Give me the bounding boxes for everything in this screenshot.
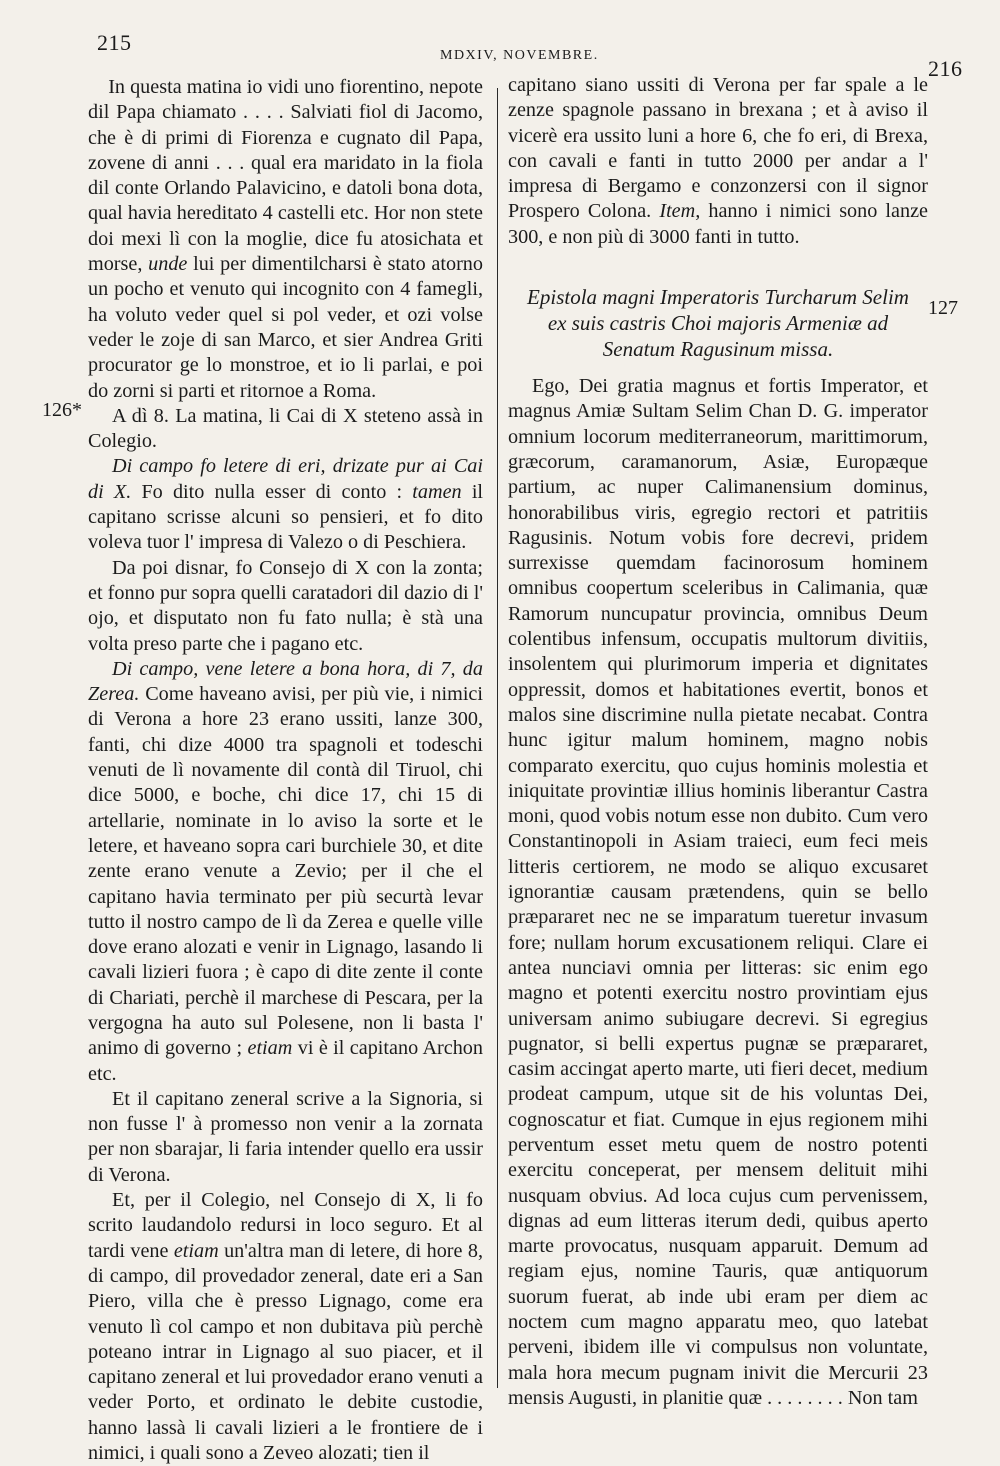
letter-text: Ego, Dei gratia magnus et fortis Imperator, et magnus Amiæ Sultam Selim Chan D. G. imperator omnium locorum mediterraneorum, marittimorum, græcorum, caramanorum, Asiæ, Europæque partium, ac nuper Calimanensium dominus, honorabilibus viris, egregio rectori et patritiis Ragusinis. Notum vobis fore decrevi, pridem surrexisse quemdam facinorosum hominem omnibus coopertum sceleribus in Calimania, quæ Ramorum nuncupatur provincia, omnibus Deum colentibus infensum, occupatis multorum divitiis, insolentem qui plurimorum imperia et dignitates oppressit, domos et habitationes evertit, bonos et malos sine discrimine nulla pietate necabat. Contra hunc igitur malum hominem, magno nobis comparato exercitu, quo cujus hominis molestia et iniquitate provintiæ illius hominis liberantur Castra moni, quod vobis notum esse non dubito. Cum vero Constantinopoli in Asiam traieci, eum feci meis litteris certiorem, ne modo se aliquo excusaret ignorantiæ causam prætendens, quin se bello præpararet nec ne se imparatum tueretur invasum fore; nullam horum excusationem reliqui. Clare ei antea nunciavi omnia per litteras: sic enim ego magno et potenti exercitu nostro provintiam ejus universam animo subiugare decrevi. Si egregius pugnator, si belli expertus pugnæ se præpararet, casim accingat aperto marte, uti fieri decet, medium prodeat campum, utque sit de his voluntas Dei, cognoscatur et fiat. Cumque in ejus regionem mihi perventum esset metu quem de nostro potenti exercitu conceperat, per mensem delituit mihi nusquam obvius. Ad loca cujus cum pervenissem, dignas ad eum litteras iterum dedi, quibus aperto marte provocatus, nusquam apparuit. Demum ad regiam ejus, nomine Tauris, quæ antiquorum suorum fuerat, ab inde ubi eram per diem ac noctem cum magno apparatu meo, quo latebat perveni, ibidem ille vi compulsus non voluntate, mala hora mecum pugnam inivit die Mercurii 23 mensis Augusti, in planitie quæ . . . . . . . . Non tam <box>508 375 928 1409</box>
margin-note-right: 127 <box>928 297 958 319</box>
right-page-number: 216 <box>928 56 963 81</box>
paragraph: capitano siano ussiti di Verona per far spale a le zenze spagnole passano in brexana ; et à aviso il vicerè era ussito luni a hore 6, che fo eri, di Brexa, con cavali e fanti in tutto 2000 per andar a l' impresa di Bergamo e conzonzersi con il signor Prospero Colona. Item, hanno i nimici sono lanze 300, e non più di 3000 fanti in tutto. <box>508 74 929 248</box>
left-page-number: 215 <box>97 30 132 55</box>
letter-title: Epistola magni Imperatoris Turcharum Selim ex suis castris Choi majoris Armeniæ ad Senatum Ragusinum missa. <box>527 285 909 362</box>
right-column <box>508 73 928 1411</box>
paragraph: Et il capitano zeneral scrive a la Signoria, si non fusse l' à promesso non venir a la zornata per non sbarajar, li faria intender quello era ussir di Verona. <box>88 1087 483 1186</box>
running-head: MDXIV, NOVEMBRE. <box>440 48 599 63</box>
left-column <box>88 75 483 1466</box>
paragraph: Da poi disnar, fo Consejo di X con la zonta; et fonno pur sopra quelli caratadori dil dazio di l' ojo, et disputato non fu fato nulla; è stà una volta preso parte che i pagano etc. <box>88 556 483 655</box>
column-divider <box>497 88 498 1388</box>
paragraph: In questa matina io vidi uno fiorentino, nepote dil Papa chiamato . . . . Salviati fiol di Jacomo, che è di primi di Fiorenza e cugnato dil Papa, zovene di anni . . . qual era maridato in la fiola dil conte Orlando Palavicino, e datoli bona dota, qual havia hereditato 4 castelli etc. Hor non stete doi mexi lì con la moglie, dice fu atosichata et morse, unde lui per dimentilcharsi è stato atorno un pocho et venuto qui incognito con 4 famegli, ha voluto veder quel si pol veder, et ozi volse veder le zoje di san Marco, et sier Andrea Griti procurator ge lo monstroe, et io li parlai, e poi do zorni si parti et ritornoe a Roma. <box>88 76 483 402</box>
paragraph: Di campo fo letere di eri, drizate pur ai Cai di X. Fo dito nulla esser di conto : tamen il capitano scrisse alcuni so pensieri, et fo dito voleva tuor l' impresa di Valezo o di Peschiera. <box>88 455 484 554</box>
paragraph: Di campo, vene letere a bona hora, di 7, da Zerea. Come haveano avisi, per più vie, i nimici di Verona a hore 23 erano ussiti, lanze 300, fanti, chi dize 4000 tra spagnoli et todeschi venuti de lì novamente dil contà dil Tiruol, chi dice 5000, e boche, chi dice 17, chi 15 di artellarie, nominate in lo aviso la sorte et le letere, et haveano sopra cari burchiele 30, et dite zente erano venute a Zevio; per il che el capitano havia terminato per più securtà levar tutto il nostro campo de lì da Zerea e quelle ville dove erano alozati e venir in Lignago, lasando li cavali lizieri fuora ; è capo di dite zente il conte di Chariati, perchè il marchese di Pescara, per la vergogna ha auto sul Polesene, non li basta l' animo di governo ; etiam vi è il capitano Archon etc. <box>88 657 484 1085</box>
paragraph: Et, per il Colegio, nel Consejo di X, li fo scrito laudandolo redursi in loco seguro. Et al tardi vene etiam un'altra man di letere, di hore 8, di campo, dil provedador zeneral, date eri a San Piero, villa che è presso Lignago, come era venuto lì col campo et non dubitava più perchè poteano intrar in Lignago al suo piacer, et il capitano zeneral et lui provedador erano venuti a veder Porto, et ordinato le debite custodie, hanno lassà li cavali lizieri a le frontiere de i nimici, i quali sono a Zeveo alozati; tien il <box>88 1189 484 1465</box>
paragraph: A dì 8. La matina, li Cai di X steteno assà in Colegio. <box>88 404 483 453</box>
margin-note-left: 126* <box>42 399 82 421</box>
